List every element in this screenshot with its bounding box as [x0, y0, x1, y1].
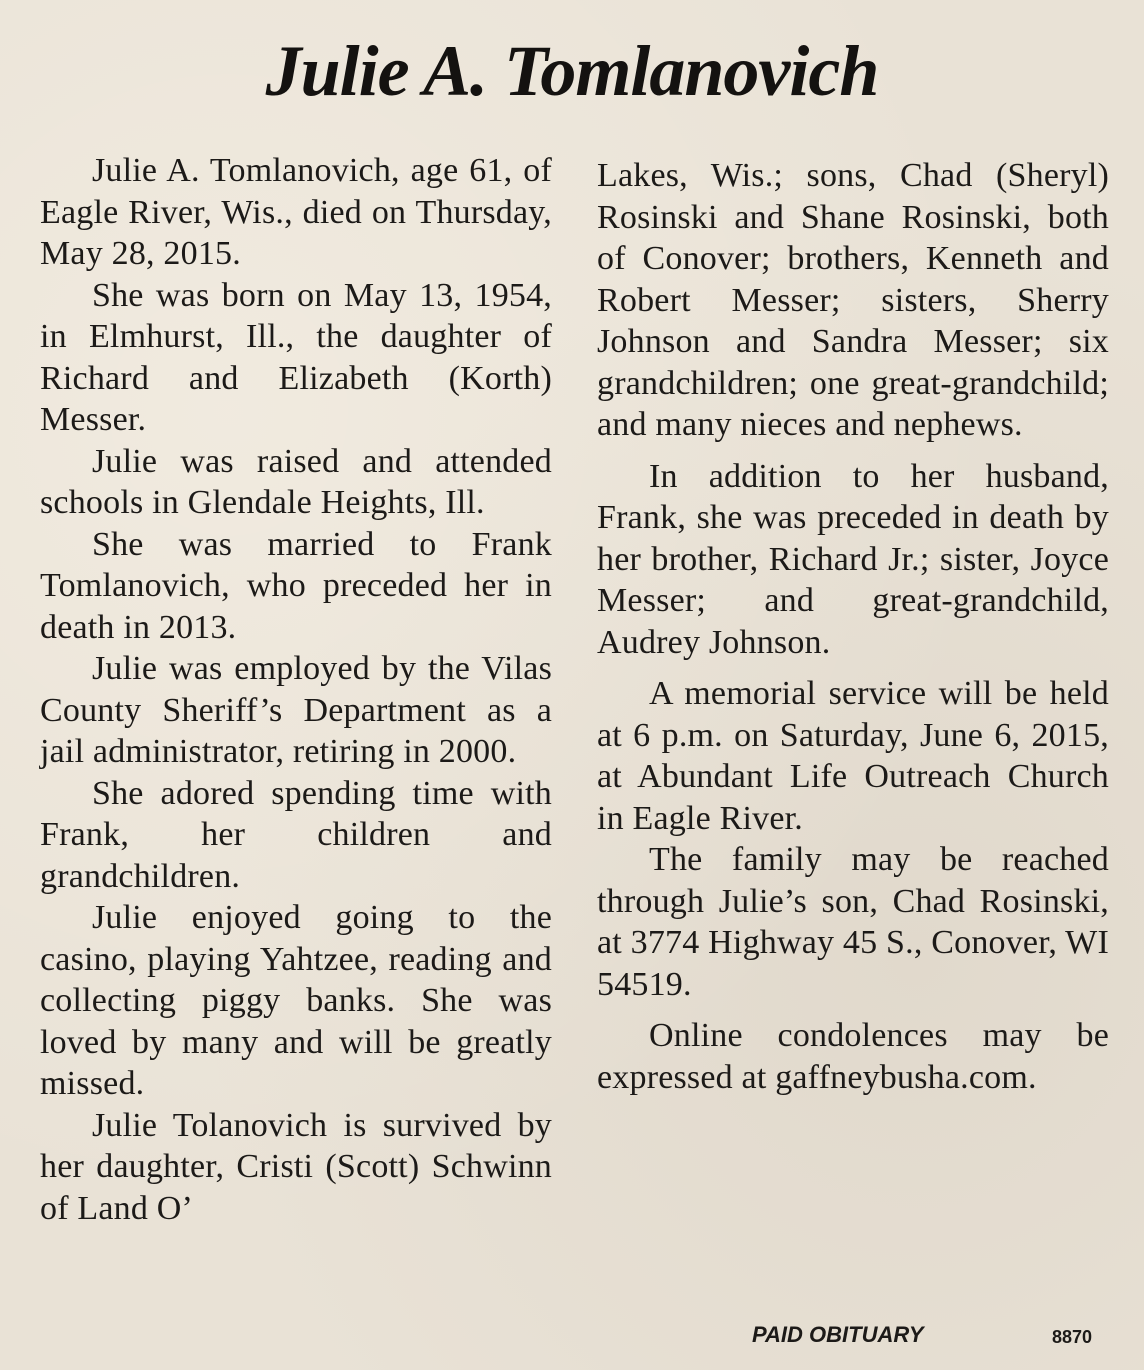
- paragraph-family-time: She adored spending time with Frank, her children and grandchildren.: [40, 774, 552, 895]
- paragraph-survivors-continued: Lakes, Wis.; sons, Chad (Sheryl) Rosinski and Shane Rosinski, both of Conover; brothers, Kenneth and Robert Messer; sisters, Sherry Johnson and Sandra Messer; six grandchildren; one great-grandchild; and many nieces and nephews.: [597, 157, 1109, 443]
- paragraph-condolences: Online condolences may be expressed at gaffneybusha.com.: [597, 1017, 1109, 1096]
- ad-code: 8870: [1052, 1327, 1093, 1347]
- paragraph-memorial-service: A memorial service will be held at 6 p.m. on Saturday, June 6, 2015, at Abundant Life Outreach Church in Eagle River.: [597, 675, 1109, 837]
- paragraph-survivors-start: Julie Tolanovich is survived by her daughter, Cristi (Scott) Schwinn of Land O’: [40, 1106, 552, 1227]
- right-column: [597, 155, 1109, 1098]
- paragraph-death-notice: Julie A. Tomlanovich, age 61, of Eagle River, Wis., died on Thursday, May 28, 2015.: [40, 152, 552, 272]
- paragraph-preceded-in-death: In addition to her husband, Frank, she was preceded in death by her brother, Richard Jr.; sister, Joyce Messer; and great-grandchild, Audrey Johnson.: [597, 457, 1109, 661]
- obituary-headline: Julie A. Tomlanovich: [265, 31, 879, 111]
- paragraph-employment: Julie was employed by the Vilas County Sheriff’s Department as a jail administrator, retiring in 2000.: [40, 650, 552, 770]
- paragraph-marriage: She was married to Frank Tomlanovich, who preceded her in death in 2013.: [40, 525, 552, 646]
- paragraph-hobbies: Julie enjoyed going to the casino, playing Yahtzee, reading and collecting piggy banks. She was loved by many and will be greatly missed.: [40, 899, 552, 1102]
- paragraph-birth: She was born on May 13, 1954, in Elmhurst, Ill., the daughter of Richard and Elizabeth (Korth) Messer.: [40, 276, 552, 438]
- left-column: [40, 150, 552, 1229]
- paragraph-family-contact: The family may be reached through Julie’s son, Chad Rosinski, at 3774 Highway 45 S., Conover, WI 54519.: [597, 841, 1109, 1003]
- paid-obituary-label: PAID OBITUARY: [752, 1322, 924, 1347]
- paragraph-schooling: Julie was raised and attended schools in Glendale Heights, Ill.: [40, 442, 552, 521]
